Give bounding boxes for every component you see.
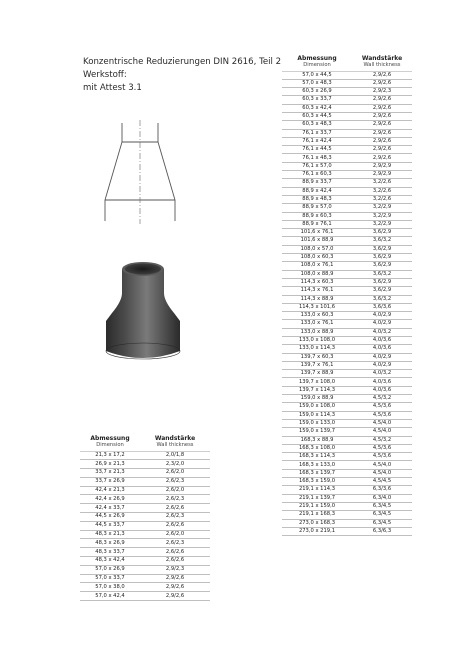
table-row bbox=[282, 262, 412, 270]
table-row bbox=[282, 72, 412, 80]
dimension-cell: 44,5 x 33,7 bbox=[95, 522, 125, 529]
dimension-cell: 42,4 x 26,9 bbox=[95, 495, 125, 502]
dimension-cell: 88,9 x 76,1 bbox=[302, 220, 332, 227]
dimension-cell: 219,1 x 139,7 bbox=[298, 494, 336, 501]
table-row bbox=[282, 221, 412, 229]
dimension-cell: 133,0 x 76,1 bbox=[300, 320, 334, 327]
wall-thickness-cell: 4,0/2,9 bbox=[372, 361, 392, 368]
table-row bbox=[282, 196, 412, 204]
wall-thickness-cell: 2,9/2,6 bbox=[372, 113, 392, 120]
wall-thickness-cell: 2,6/2,6 bbox=[165, 504, 185, 511]
wall-thickness-header: Wandstärke bbox=[154, 435, 196, 442]
dimension-cell: 108,0 x 76,1 bbox=[300, 262, 334, 269]
wall-thickness-cell: 3,2/2,6 bbox=[372, 187, 392, 194]
table-row bbox=[282, 237, 412, 245]
wall-thickness-cell: 2,9/2,9 bbox=[372, 171, 392, 178]
wall-thickness-cell: 2,6/2,6 bbox=[165, 548, 185, 555]
table-row bbox=[80, 539, 210, 548]
table-row bbox=[282, 461, 412, 469]
wall-thickness-cell: 3,6/2,9 bbox=[372, 287, 392, 294]
table-row bbox=[282, 337, 412, 345]
table-row bbox=[282, 204, 412, 212]
dimension-cell: 21,3 x 17,2 bbox=[95, 451, 125, 458]
table-row bbox=[282, 345, 412, 353]
dimension-cell: 42,4 x 21,3 bbox=[95, 486, 125, 493]
table-row bbox=[80, 575, 210, 584]
dimension-cell: 133,0 x 114,3 bbox=[298, 345, 336, 352]
dimension-cell: 88,9 x 42,4 bbox=[302, 187, 332, 194]
table-row bbox=[282, 163, 412, 171]
dimension-cell: 219,1 x 159,0 bbox=[298, 502, 336, 509]
wall-thickness-cell: 3,6/3,2 bbox=[372, 295, 392, 302]
dimension-cell: 139,7 x 88,9 bbox=[300, 370, 334, 377]
dimension-cell: 168,3 x 139,7 bbox=[298, 469, 336, 476]
wall-thickness-cell: 2,6/2,3 bbox=[165, 478, 185, 485]
dimension-cell: 114,3 x 101,6 bbox=[298, 303, 336, 310]
table-row bbox=[80, 460, 210, 469]
wall-thickness-cell: 2,9/2,9 bbox=[372, 162, 392, 169]
table-row bbox=[282, 445, 412, 453]
table-row bbox=[282, 378, 412, 386]
table-row bbox=[282, 179, 412, 187]
dimension-cell: 60,3 x 33,7 bbox=[302, 96, 332, 103]
wall-thickness-cell: 4,0/2,9 bbox=[372, 312, 392, 319]
wall-thickness-cell: 2,9/2,6 bbox=[372, 79, 392, 86]
dimension-cell: 168,3 x 88,9 bbox=[300, 436, 334, 443]
wall-thickness-cell: 4,5/3,6 bbox=[372, 403, 392, 410]
wall-thickness-cell: 3,6/3,6 bbox=[372, 303, 392, 310]
table-row bbox=[282, 121, 412, 129]
table-row bbox=[282, 403, 412, 411]
reducer-photo bbox=[98, 255, 188, 367]
reducer-technical-drawing bbox=[100, 120, 190, 225]
wall-thickness-cell: 3,6/2,9 bbox=[372, 262, 392, 269]
table-row bbox=[282, 412, 412, 420]
dimension-cell: 76,1 x 33,7 bbox=[302, 129, 332, 136]
table-row bbox=[282, 304, 412, 312]
dimension-cell: 88,9 x 57,0 bbox=[302, 204, 332, 211]
wall-thickness-cell: 4,0/3,6 bbox=[372, 337, 392, 344]
table-header bbox=[80, 435, 210, 452]
table-row bbox=[80, 592, 210, 601]
dimension-cell: 273,0 x 219,1 bbox=[298, 527, 336, 534]
table-row bbox=[282, 296, 412, 304]
table-row bbox=[282, 354, 412, 362]
dimension-cell: 114,3 x 88,9 bbox=[300, 295, 334, 302]
wall-thickness-cell: 4,5/3,6 bbox=[372, 453, 392, 460]
table-row bbox=[282, 105, 412, 113]
certificate-label: mit Attest 3.1 bbox=[83, 83, 142, 93]
table-header bbox=[282, 55, 412, 72]
wall-thickness-cell: 6,3/4,5 bbox=[372, 519, 392, 526]
table-row bbox=[282, 287, 412, 295]
table-row bbox=[282, 113, 412, 121]
dimension-cell: 159,0 x 114,3 bbox=[298, 411, 336, 418]
dimension-cell: 57,0 x 38,0 bbox=[95, 583, 125, 590]
wall-thickness-cell: 4,5/3,2 bbox=[372, 395, 392, 402]
table-row bbox=[282, 428, 412, 436]
wall-thickness-cell: 4,5/3,2 bbox=[372, 436, 392, 443]
dimension-cell: 219,1 x 114,3 bbox=[298, 486, 336, 493]
dimension-cell: 44,5 x 26,9 bbox=[95, 513, 125, 520]
wall-thickness-cell: 4,5/4,5 bbox=[372, 478, 392, 485]
table-row bbox=[80, 495, 210, 504]
dimension-cell: 108,0 x 60,3 bbox=[300, 254, 334, 261]
table-row bbox=[282, 329, 412, 337]
table-row bbox=[282, 154, 412, 162]
table-row bbox=[282, 387, 412, 395]
table-row bbox=[282, 437, 412, 445]
dimension-cell: 57,0 x 26,9 bbox=[95, 566, 125, 573]
table-row bbox=[282, 229, 412, 237]
table-row bbox=[282, 511, 412, 519]
dimension-header: Abmessung bbox=[90, 435, 130, 442]
wall-thickness-cell: 3,6/2,9 bbox=[372, 229, 392, 236]
table-row bbox=[80, 522, 210, 531]
table-row bbox=[282, 370, 412, 378]
page-title: Konzentrische Reduzierungen DIN 2616, Teil 2 bbox=[83, 57, 282, 67]
material-label: Werkstoff: bbox=[83, 70, 127, 80]
wall-thickness-cell: 2,9/2,6 bbox=[372, 154, 392, 161]
table-row bbox=[282, 246, 412, 254]
table-row bbox=[282, 279, 412, 287]
dimension-cell: 57,0 x 42,4 bbox=[95, 592, 125, 599]
wall-thickness-cell: 6,3/4,5 bbox=[372, 511, 392, 518]
wall-thickness-subheader: Wall thickness bbox=[363, 62, 401, 68]
dimension-cell: 60,3 x 44,5 bbox=[302, 113, 332, 120]
dimension-cell: 108,0 x 57,0 bbox=[300, 245, 334, 252]
table-row bbox=[80, 469, 210, 478]
table-row bbox=[282, 138, 412, 146]
dimension-cell: 139,7 x 60,3 bbox=[300, 353, 334, 360]
dimension-cell: 76,1 x 48,3 bbox=[302, 154, 332, 161]
table-row bbox=[282, 362, 412, 370]
wall-thickness-cell: 2,9/2,3 bbox=[372, 88, 392, 95]
wall-thickness-cell: 3,2/2,9 bbox=[372, 220, 392, 227]
dimension-cell: 139,7 x 76,1 bbox=[300, 361, 334, 368]
table-row bbox=[282, 271, 412, 279]
dimension-cell: 48,3 x 26,9 bbox=[95, 539, 125, 546]
wall-thickness-subheader: Wall thickness bbox=[156, 442, 194, 448]
dimension-cell: 88,9 x 60,3 bbox=[302, 212, 332, 219]
table-row bbox=[282, 470, 412, 478]
wall-thickness-cell: 2,6/2,3 bbox=[165, 513, 185, 520]
dimension-cell: 76,1 x 42,4 bbox=[302, 137, 332, 144]
wall-thickness-cell: 3,6/3,2 bbox=[372, 237, 392, 244]
wall-thickness-cell: 4,5/4,0 bbox=[372, 461, 392, 468]
dimension-cell: 219,1 x 168,3 bbox=[298, 511, 336, 518]
dimension-cell: 114,3 x 60,3 bbox=[300, 278, 334, 285]
table-row bbox=[80, 487, 210, 496]
dimension-cell: 76,1 x 57,0 bbox=[302, 162, 332, 169]
table-row bbox=[80, 566, 210, 575]
dimension-cell: 168,3 x 133,0 bbox=[298, 461, 336, 468]
dimension-cell: 159,0 x 88,9 bbox=[300, 395, 334, 402]
wall-thickness-cell: 4,0/3,6 bbox=[372, 386, 392, 393]
wall-thickness-cell: 3,2/2,9 bbox=[372, 212, 392, 219]
table-row bbox=[282, 486, 412, 494]
table-row bbox=[282, 503, 412, 511]
dimension-cell: 88,9 x 33,7 bbox=[302, 179, 332, 186]
wall-thickness-cell: 3,6/2,9 bbox=[372, 254, 392, 261]
wall-thickness-cell: 2,9/2,6 bbox=[165, 592, 185, 599]
table-row bbox=[282, 213, 412, 221]
wall-thickness-cell: 2,9/2,6 bbox=[165, 583, 185, 590]
wall-thickness-cell: 2,9/2,6 bbox=[372, 121, 392, 128]
table-row bbox=[282, 312, 412, 320]
dimension-cell: 168,3 x 108,0 bbox=[298, 444, 336, 451]
table-row bbox=[282, 420, 412, 428]
dimension-cell: 57,0 x 44,5 bbox=[302, 71, 332, 78]
wall-thickness-cell: 2,3/2,0 bbox=[165, 460, 185, 467]
table-row bbox=[80, 557, 210, 566]
wall-thickness-cell: 4,5/3,6 bbox=[372, 411, 392, 418]
wall-thickness-cell: 3,2/2,9 bbox=[372, 204, 392, 211]
table-row bbox=[282, 130, 412, 138]
table-row bbox=[80, 478, 210, 487]
wall-thickness-cell: 6,3/4,0 bbox=[372, 494, 392, 501]
reducer-dimension-table-left bbox=[80, 435, 210, 601]
dimension-subheader: Dimension bbox=[303, 62, 331, 68]
wall-thickness-cell: 2,6/2,0 bbox=[165, 469, 185, 476]
dimension-cell: 168,3 x 114,3 bbox=[298, 453, 336, 460]
wall-thickness-cell: 2,9/2,6 bbox=[372, 71, 392, 78]
table-row bbox=[282, 171, 412, 179]
dimension-cell: 33,7 x 21,3 bbox=[95, 469, 125, 476]
wall-thickness-cell: 2,6/2,3 bbox=[165, 539, 185, 546]
wall-thickness-cell: 2,9/2,6 bbox=[165, 574, 185, 581]
dimension-cell: 57,0 x 33,7 bbox=[95, 574, 125, 581]
dimension-header: Abmessung bbox=[297, 55, 337, 62]
dimension-cell: 108,0 x 88,9 bbox=[300, 270, 334, 277]
dimension-cell: 114,3 x 76,1 bbox=[300, 287, 334, 294]
dimension-cell: 76,1 x 60,3 bbox=[302, 171, 332, 178]
dimension-cell: 33,7 x 26,9 bbox=[95, 478, 125, 485]
dimension-cell: 48,3 x 33,7 bbox=[95, 548, 125, 555]
wall-thickness-cell: 4,0/2,9 bbox=[372, 320, 392, 327]
dimension-cell: 76,1 x 44,5 bbox=[302, 146, 332, 153]
dimension-cell: 88,9 x 48,3 bbox=[302, 196, 332, 202]
reducer-dimension-table-right bbox=[282, 55, 412, 536]
title-block bbox=[83, 56, 281, 95]
table-row bbox=[80, 583, 210, 592]
table-row bbox=[80, 513, 210, 522]
wall-thickness-cell: 4,0/3,6 bbox=[372, 378, 392, 385]
wall-thickness-cell: 4,5/4,0 bbox=[372, 469, 392, 476]
dimension-cell: 159,0 x 133,0 bbox=[298, 420, 336, 427]
table-row bbox=[282, 320, 412, 328]
dimension-cell: 48,3 x 42,4 bbox=[95, 557, 125, 564]
wall-thickness-cell: 4,0/3,6 bbox=[372, 345, 392, 352]
dimension-subheader: Dimension bbox=[96, 442, 124, 448]
wall-thickness-cell: 2,6/2,6 bbox=[165, 557, 185, 564]
table-row bbox=[282, 495, 412, 503]
wall-thickness-cell: 6,3/6,3 bbox=[372, 527, 392, 534]
table-row bbox=[282, 520, 412, 528]
dimension-cell: 139,7 x 114,3 bbox=[298, 386, 336, 393]
dimension-cell: 60,3 x 42,4 bbox=[302, 104, 332, 111]
dimension-cell: 26,9 x 21,3 bbox=[95, 460, 125, 467]
dimension-cell: 133,0 x 60,3 bbox=[300, 312, 334, 319]
table-row bbox=[80, 531, 210, 540]
dimension-cell: 48,3 x 21,3 bbox=[95, 530, 125, 537]
wall-thickness-cell: 6,3/3,6 bbox=[372, 486, 392, 493]
wall-thickness-cell: 2,9/2,6 bbox=[372, 96, 392, 103]
wall-thickness-cell: 2,9/2,6 bbox=[372, 146, 392, 153]
dimension-cell: 159,0 x 108,0 bbox=[298, 403, 336, 410]
wall-thickness-cell: 3,2/2,6 bbox=[372, 196, 392, 202]
wall-thickness-cell: 2,6/2,0 bbox=[165, 530, 185, 537]
dimension-cell: 159,0 x 139,7 bbox=[298, 428, 336, 435]
dimension-cell: 57,0 x 48,3 bbox=[302, 79, 332, 86]
table-row bbox=[80, 548, 210, 557]
dimension-cell: 42,4 x 33,7 bbox=[95, 504, 125, 511]
wall-thickness-cell: 3,6/2,9 bbox=[372, 278, 392, 285]
dimension-cell: 168,3 x 159,0 bbox=[298, 478, 336, 485]
dimension-cell: 133,0 x 88,9 bbox=[300, 328, 334, 335]
wall-thickness-cell: 4,0/3,2 bbox=[372, 328, 392, 335]
table-row bbox=[282, 188, 412, 196]
wall-thickness-cell: 4,5/4,0 bbox=[372, 420, 392, 427]
wall-thickness-cell: 2,9/2,3 bbox=[165, 566, 185, 573]
wall-thickness-cell: 2,9/2,6 bbox=[372, 104, 392, 111]
wall-thickness-cell: 3,6/3,2 bbox=[372, 270, 392, 277]
table-row bbox=[282, 395, 412, 403]
dimension-cell: 60,3 x 48,3 bbox=[302, 121, 332, 128]
wall-thickness-cell: 2,9/2,6 bbox=[372, 137, 392, 144]
dimension-cell: 273,0 x 168,3 bbox=[298, 519, 336, 526]
wall-thickness-cell: 3,6/2,9 bbox=[372, 245, 392, 252]
wall-thickness-cell: 4,0/3,2 bbox=[372, 370, 392, 377]
table-body bbox=[282, 72, 412, 537]
table-row bbox=[282, 254, 412, 262]
wall-thickness-cell: 2,6/2,3 bbox=[165, 495, 185, 502]
dimension-cell: 133,0 x 108,0 bbox=[298, 337, 336, 344]
table-body bbox=[80, 452, 210, 602]
wall-thickness-cell: 4,5/4,0 bbox=[372, 428, 392, 435]
wall-thickness-cell: 6,3/4,5 bbox=[372, 502, 392, 509]
dimension-cell: 139,7 x 108,0 bbox=[298, 378, 336, 385]
table-row bbox=[80, 452, 210, 461]
wall-thickness-cell: 4,5/3,6 bbox=[372, 444, 392, 451]
wall-thickness-header: Wandstärke bbox=[361, 55, 403, 62]
table-row bbox=[282, 146, 412, 154]
wall-thickness-cell: 4,0/2,9 bbox=[372, 353, 392, 360]
table-row bbox=[282, 80, 412, 88]
table-row bbox=[282, 528, 412, 536]
wall-thickness-cell: 2,6/2,0 bbox=[165, 486, 185, 493]
wall-thickness-cell: 2,6/2,6 bbox=[165, 522, 185, 529]
table-row bbox=[282, 453, 412, 461]
wall-thickness-cell: 3,2/2,6 bbox=[372, 179, 392, 186]
dimension-cell: 101,6 x 76,1 bbox=[300, 229, 334, 236]
dimension-cell: 60,3 x 26,9 bbox=[302, 88, 332, 95]
table-row bbox=[282, 96, 412, 104]
table-row bbox=[282, 478, 412, 486]
wall-thickness-cell: 2,0/1,8 bbox=[165, 451, 185, 458]
dimension-cell: 101,6 x 88,9 bbox=[300, 237, 334, 244]
table-row bbox=[282, 88, 412, 96]
wall-thickness-cell: 2,9/2,6 bbox=[372, 129, 392, 136]
table-row bbox=[80, 504, 210, 513]
